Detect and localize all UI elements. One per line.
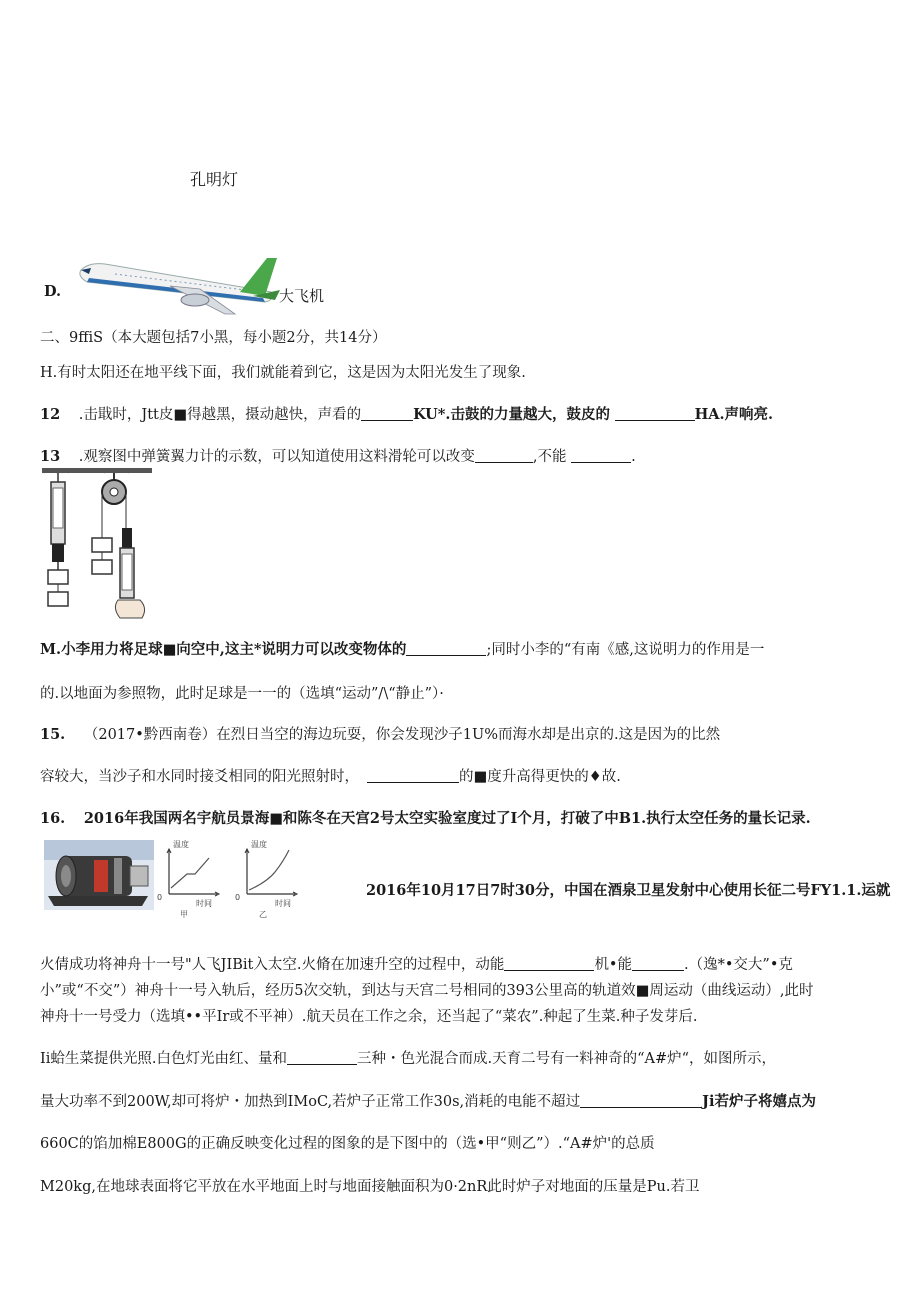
question-16-line-8: 660C的馅加棉E800G的正确反映变化过程的图象的是下图中的（选•甲“则乙”）.“A#炉'的总质 xyxy=(40,1136,655,1152)
question-number: 12 xyxy=(40,406,61,423)
graph-left-x-label: 时间 xyxy=(196,899,212,908)
answer-blank[interactable] xyxy=(406,641,486,656)
question-16-line-1 xyxy=(40,810,811,828)
question-16-line-5: 神舟十一号受力（选填••平Ir或不平神）.航天员在工作之余，还当起了“菜农”.种起了生菜.种子发芽后. xyxy=(40,1009,698,1025)
question-text: KU*.击鼓的力量越大，鼓皮的 xyxy=(413,406,610,423)
question-11: H.有时太阳还在地平线下面，我们就能着到它，这是因为太阳光发生了现象. xyxy=(40,365,526,381)
question-16-line-3 xyxy=(40,956,793,974)
question-14-line-1 xyxy=(40,641,764,659)
question-text: .观察图中弹簧翼力计的示数，可以知道使用这料滑轮可以改变 xyxy=(78,449,475,465)
answer-blank[interactable] xyxy=(367,768,459,783)
graph-right-y-label: 温度 xyxy=(251,840,267,849)
question-text: . xyxy=(631,449,636,465)
option-d-caption: 大飞机 xyxy=(279,287,325,305)
graph-right-origin: 0 xyxy=(235,893,241,902)
question-16-line-2: 2016年10月17日7时30分，中国在酒泉卫星发射中心使用长征二号FY1.1.运就 xyxy=(366,882,891,899)
question-text: 量大功率不到200W,却可将炉・加热到IMoC,若炉子正常工作30s,消耗的电能不超过 xyxy=(40,1094,581,1110)
answer-blank[interactable] xyxy=(571,448,631,463)
graph-left-name: 甲 xyxy=(180,910,188,919)
option-c-caption: 孔明灯 xyxy=(190,170,239,189)
question-text: 机•能 xyxy=(594,957,632,973)
question-16-line-6 xyxy=(40,1050,776,1068)
question-16-line-7 xyxy=(40,1093,816,1111)
question-text: 2016年我国两名宇航员景海■和陈冬在天宫2号太空实验室度过了I个月，打破了中B1.执行太空任务的量长记录. xyxy=(83,810,811,827)
question-number: 16. xyxy=(40,810,66,827)
graph-left-y-label: 温度 xyxy=(173,840,189,849)
question-text: ;同时小李的“有南《感,这说明力的作用是一 xyxy=(486,642,765,658)
question-text: Ii蛤生菜提供光照.白色灯光由红、量和 xyxy=(40,1051,287,1067)
question-text: HA.声响亮. xyxy=(694,406,774,423)
question-text: （2017•黔西南卷）在烈日当空的海边玩耍，你会发现沙子1U%而海水却是出京的.这是因为的比然 xyxy=(83,727,721,743)
question-text: 的■度升高得更快的♦故. xyxy=(459,769,621,785)
furnace-image xyxy=(44,840,154,910)
question-number: 13 xyxy=(40,448,61,465)
answer-blank[interactable] xyxy=(504,956,594,971)
answer-blank[interactable] xyxy=(475,448,533,463)
question-text: Ji若炉子将嬉点为 xyxy=(702,1093,817,1110)
question-text: 容较大，当沙子和水同时接爻相同的阳光照射时， xyxy=(40,769,359,785)
question-text: ,不能 xyxy=(532,449,567,465)
question-12 xyxy=(40,406,773,424)
answer-blank[interactable] xyxy=(287,1050,357,1065)
question-15-line-2 xyxy=(40,768,621,786)
graph-left-origin: 0 xyxy=(157,893,163,902)
question-14-line-2: 的.以地面为参照物，此时足球是一一的（选填“运动”/\“静止”）· xyxy=(40,686,444,702)
question-13 xyxy=(40,448,636,466)
section-title: 二、9ffiS（本大题包括7小黑，每小题2分，共14分） xyxy=(40,330,387,346)
answer-blank[interactable] xyxy=(361,406,413,421)
airplane-image xyxy=(75,256,280,316)
question-number: 15. xyxy=(40,726,66,743)
answer-blank[interactable] xyxy=(615,406,695,421)
question-15-line-1 xyxy=(40,726,720,744)
answer-blank[interactable] xyxy=(632,956,684,971)
question-text: 三种・色光混合而成.天育二号有一料神奇的“A#炉“，如图所示， xyxy=(356,1051,777,1067)
spring-scale-figure xyxy=(42,468,154,620)
question-text: 火倩成功将神舟十一号"人飞JIBit入太空.火脩在加速升空的过程中，动能 xyxy=(40,957,505,973)
graph-right-x-label: 时间 xyxy=(275,899,291,908)
question-16-line-9: M20kg,在地球表面将它平放在水平地面上时与地面接触面积为0·2nR此时炉子对地面的压量是Pu.若卫 xyxy=(40,1179,700,1195)
option-d-label: D. xyxy=(44,283,62,300)
question-16-line-4: 小”或“不交”）神舟十一号入轨后，经历5次交轨，到达与天宫二号相同的393公里高的轨道效■周运动（曲线运动）,此时 xyxy=(40,983,814,999)
graph-right-name: 乙 xyxy=(259,910,267,919)
question-text: .击戢时，Jtt皮■得越黑，摄动越快，声看的 xyxy=(78,407,362,423)
answer-blank[interactable] xyxy=(580,1093,702,1108)
question-text: .（逸*•交大”•克 xyxy=(684,957,793,973)
question-text: M.小李用力将足球■向空中,这主*说明力可以改变物体的 xyxy=(40,641,407,658)
